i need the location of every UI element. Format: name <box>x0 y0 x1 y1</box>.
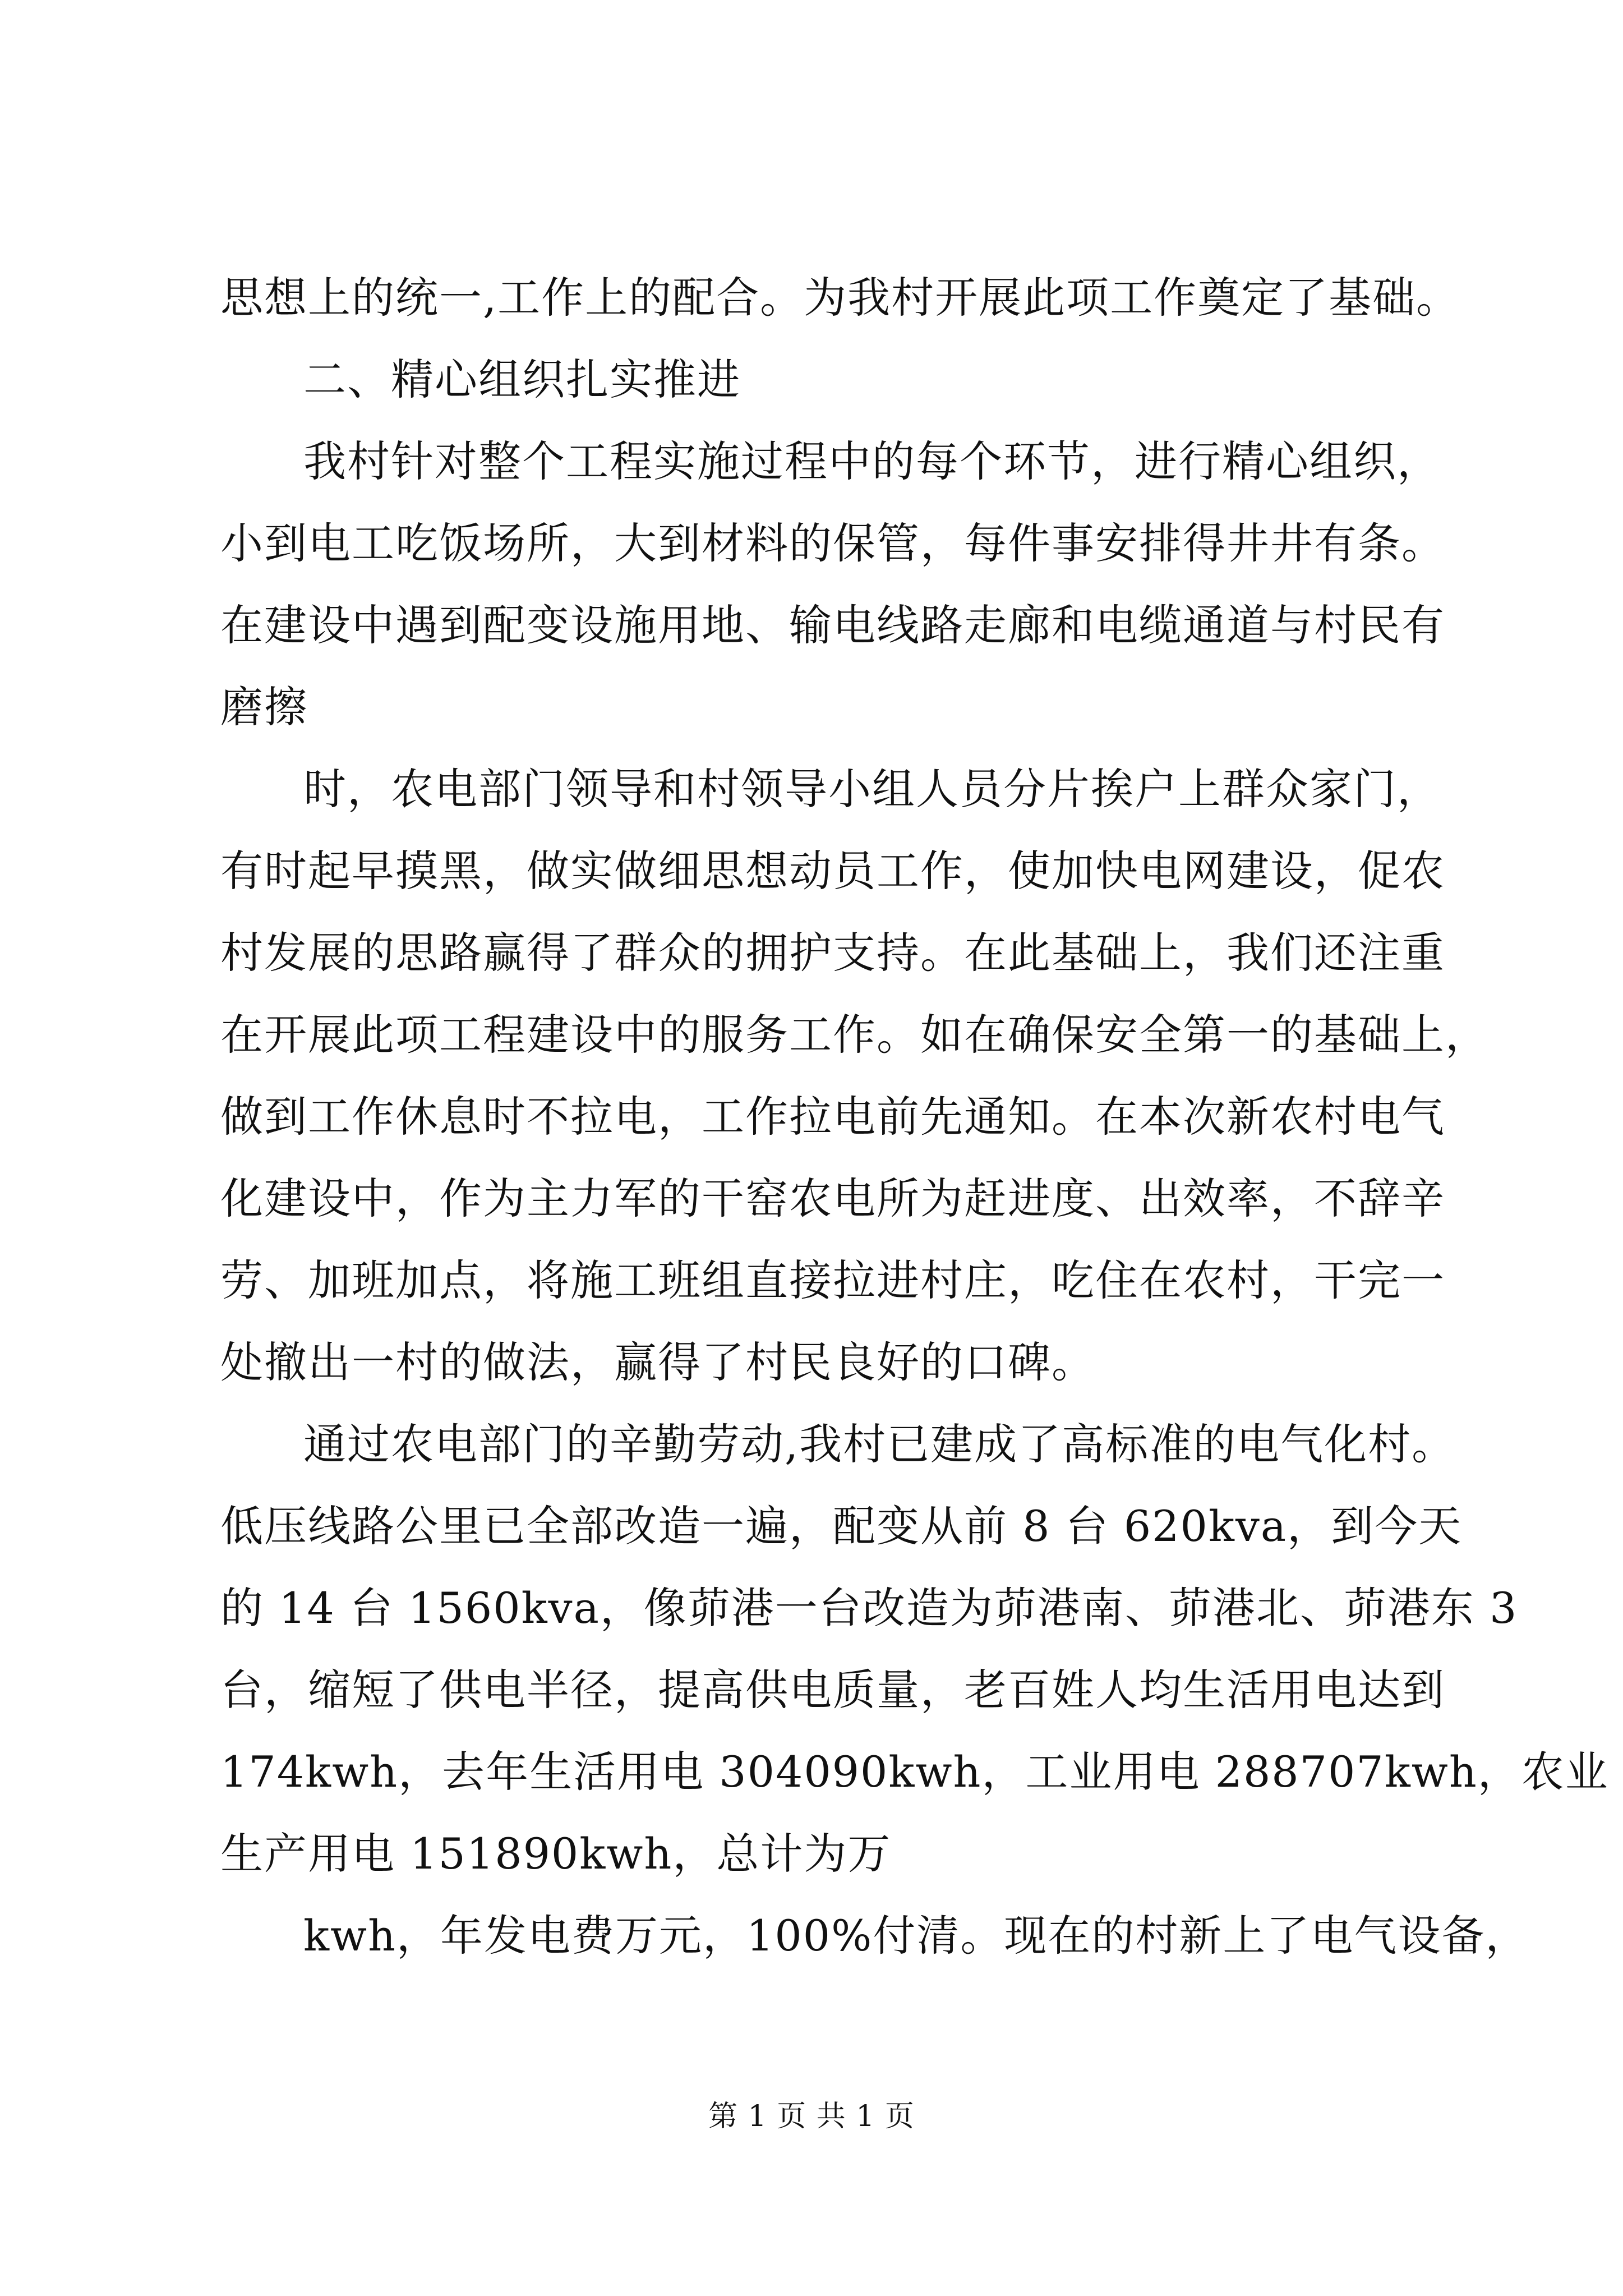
text-line: 生产用电 151890kwh，总计为万 <box>220 1829 892 1879</box>
text-line: 做到工作休息时不拉电，工作拉电前先通知。在本次新农村电气 <box>220 1092 1445 1142</box>
text-line: 的 14 台 1560kva，像茆港一台改造为茆港南、茆港北、茆港东 3 <box>220 1583 1518 1633</box>
page-number-footer: 第 1 页 共 1 页 <box>708 2100 915 2133</box>
text-line: 思想上的统一,工作上的配合。为我村开展此项工作奠定了基础。 <box>220 273 1460 323</box>
text-line: 劳、加班加点，将施工班组直接拉进村庄，吃住在农村，干完一 <box>220 1255 1445 1305</box>
text-line: 磨擦 <box>220 682 308 732</box>
text-line: 低压线路公里已全部改造一遍，配变从前 8 台 620kva，到今天 <box>220 1501 1463 1551</box>
text-line: 通过农电部门的辛勤劳动,我村已建成了高标准的电气化村。 <box>303 1419 1456 1469</box>
text-line: 化建设中，作为主力军的干窑农电所为赶进度、出效率，不辞辛 <box>220 1174 1445 1223</box>
text-line: 小到电工吃饭场所，大到材料的保管，每件事安排得井井有条。 <box>220 518 1445 568</box>
document-body <box>220 257 1609 1977</box>
text-line: 我村针对整个工程实施过程中的每个环节，进行精心组织， <box>303 436 1441 486</box>
text-line: 村发展的思路赢得了群众的拥护支持。在此基础上，我们还注重 <box>220 928 1445 978</box>
text-line: kwh，年发电费万元，100%付清。现在的村新上了电气设备， <box>303 1911 1529 1961</box>
section-heading: 二、精心组织扎实推进 <box>303 355 741 404</box>
text-line: 有时起早摸黑，做实做细思想动员工作，使加快电网建设，促农 <box>220 846 1445 896</box>
text-line: 台，缩短了供电半径，提高供电质量，老百姓人均生活用电达到 <box>220 1665 1445 1715</box>
text-line: 时，农电部门领导和村领导小组人员分片挨户上群众家门， <box>303 764 1441 814</box>
text-line: 处撤出一村的做法，赢得了村民良好的口碑。 <box>220 1337 1095 1387</box>
text-line: 在开展此项工程建设中的服务工作。如在确保安全第一的基础上， <box>220 1010 1489 1060</box>
text-line: 174kwh，去年生活用电 304090kwh，工业用电 288707kwh，农业 <box>220 1747 1609 1797</box>
text-line: 在建设中遇到配变设施用地、输电线路走廊和电缆通道与村民有 <box>220 600 1445 650</box>
